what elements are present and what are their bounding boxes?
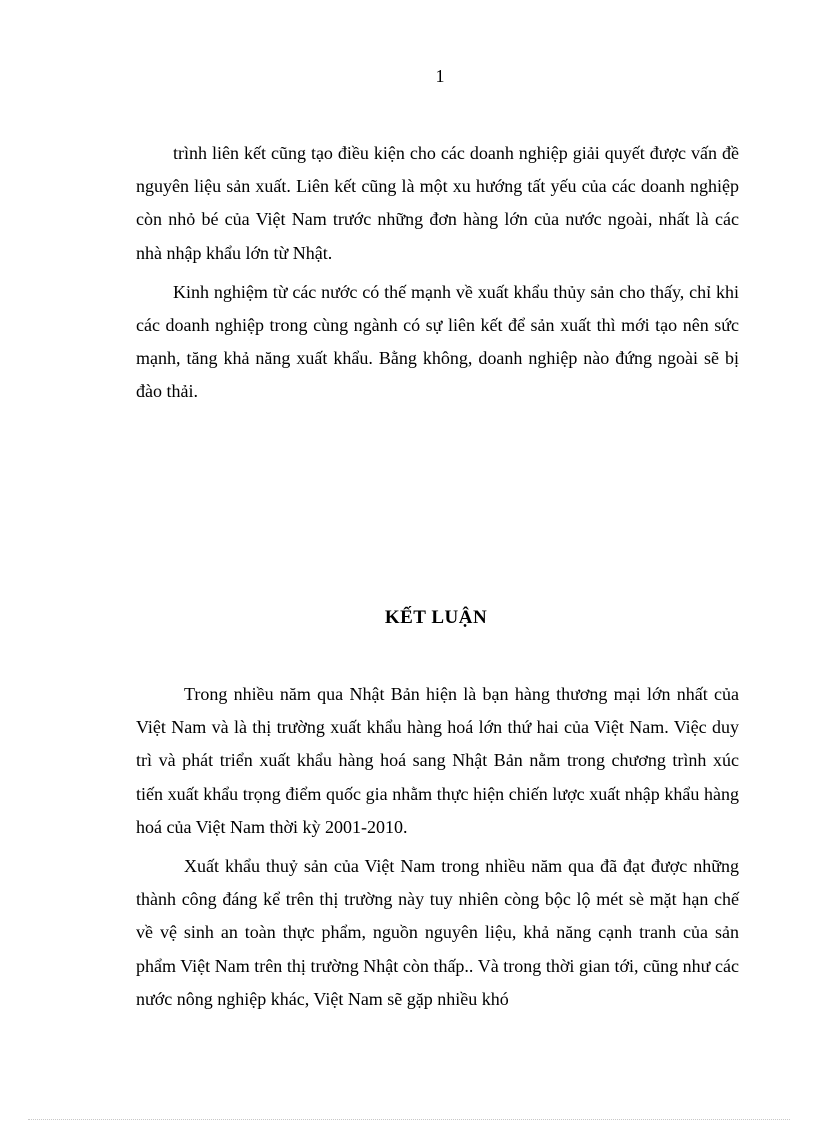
paragraph: Xuất khẩu thuỷ sản của Việt Nam trong nhiều năm qua đã đạt được những thành công đáng kể trên thị trường này tuy nhiên còng bộc lộ mét sè mặt hạn chế về vệ sinh an toàn thực phẩm, nguồn nguyên liệu, khả năng cạnh tranh của sản phẩm Việt Nam trên thị trường Nhật còn thấp.. Và trong thời gian tới, cũng như các nước nông nghiệp khác, Việt Nam sẽ gặp nhiều khó xyxy=(136,856,739,1009)
conclusion-text-section xyxy=(136,678,739,1016)
paragraph: trình liên kết cũng tạo điều kiện cho các doanh nghiệp giải quyết được vấn đề nguyên liệu sản xuất. Liên kết cũng là một xu hướng tất yếu của các doanh nghiệp còn nhỏ bé của Việt Nam trước những đơn hàng lớn của nước ngoài, nhất là các nhà nhập khẩu lớn từ Nhật. xyxy=(136,143,739,263)
page-number: 1 xyxy=(435,66,445,86)
paragraph: Trong nhiều năm qua Nhật Bản hiện là bạn hàng thương mại lớn nhất của Việt Nam và là thị trường xuất khẩu hàng hoá lớn thứ hai của Việt Nam. Việc duy trì và phát triển xuất khẩu hàng hoá sang Nhật Bản nằm trong chương trình xúc tiến xuất khẩu trọng điểm quốc gia nhằm thực hiện chiến lược xuất nhập khẩu hàng hoá của Việt Nam thời kỳ 2001-2010. xyxy=(136,684,739,837)
paragraph: Kinh nghiệm từ các nước có thế mạnh về xuất khẩu thủy sản cho thấy, chỉ khi các doanh nghiệp trong cùng ngành có sự liên kết để sản xuất thì mới tạo nên sức mạnh, tăng khả năng xuất khẩu. Bằng không, doanh nghiệp nào đứng ngoài sẽ bị đào thải. xyxy=(136,281,739,402)
page-bottom-rule xyxy=(28,1119,790,1120)
top-text-section xyxy=(136,137,739,409)
section-heading: KẾT LUẬN xyxy=(384,607,488,628)
